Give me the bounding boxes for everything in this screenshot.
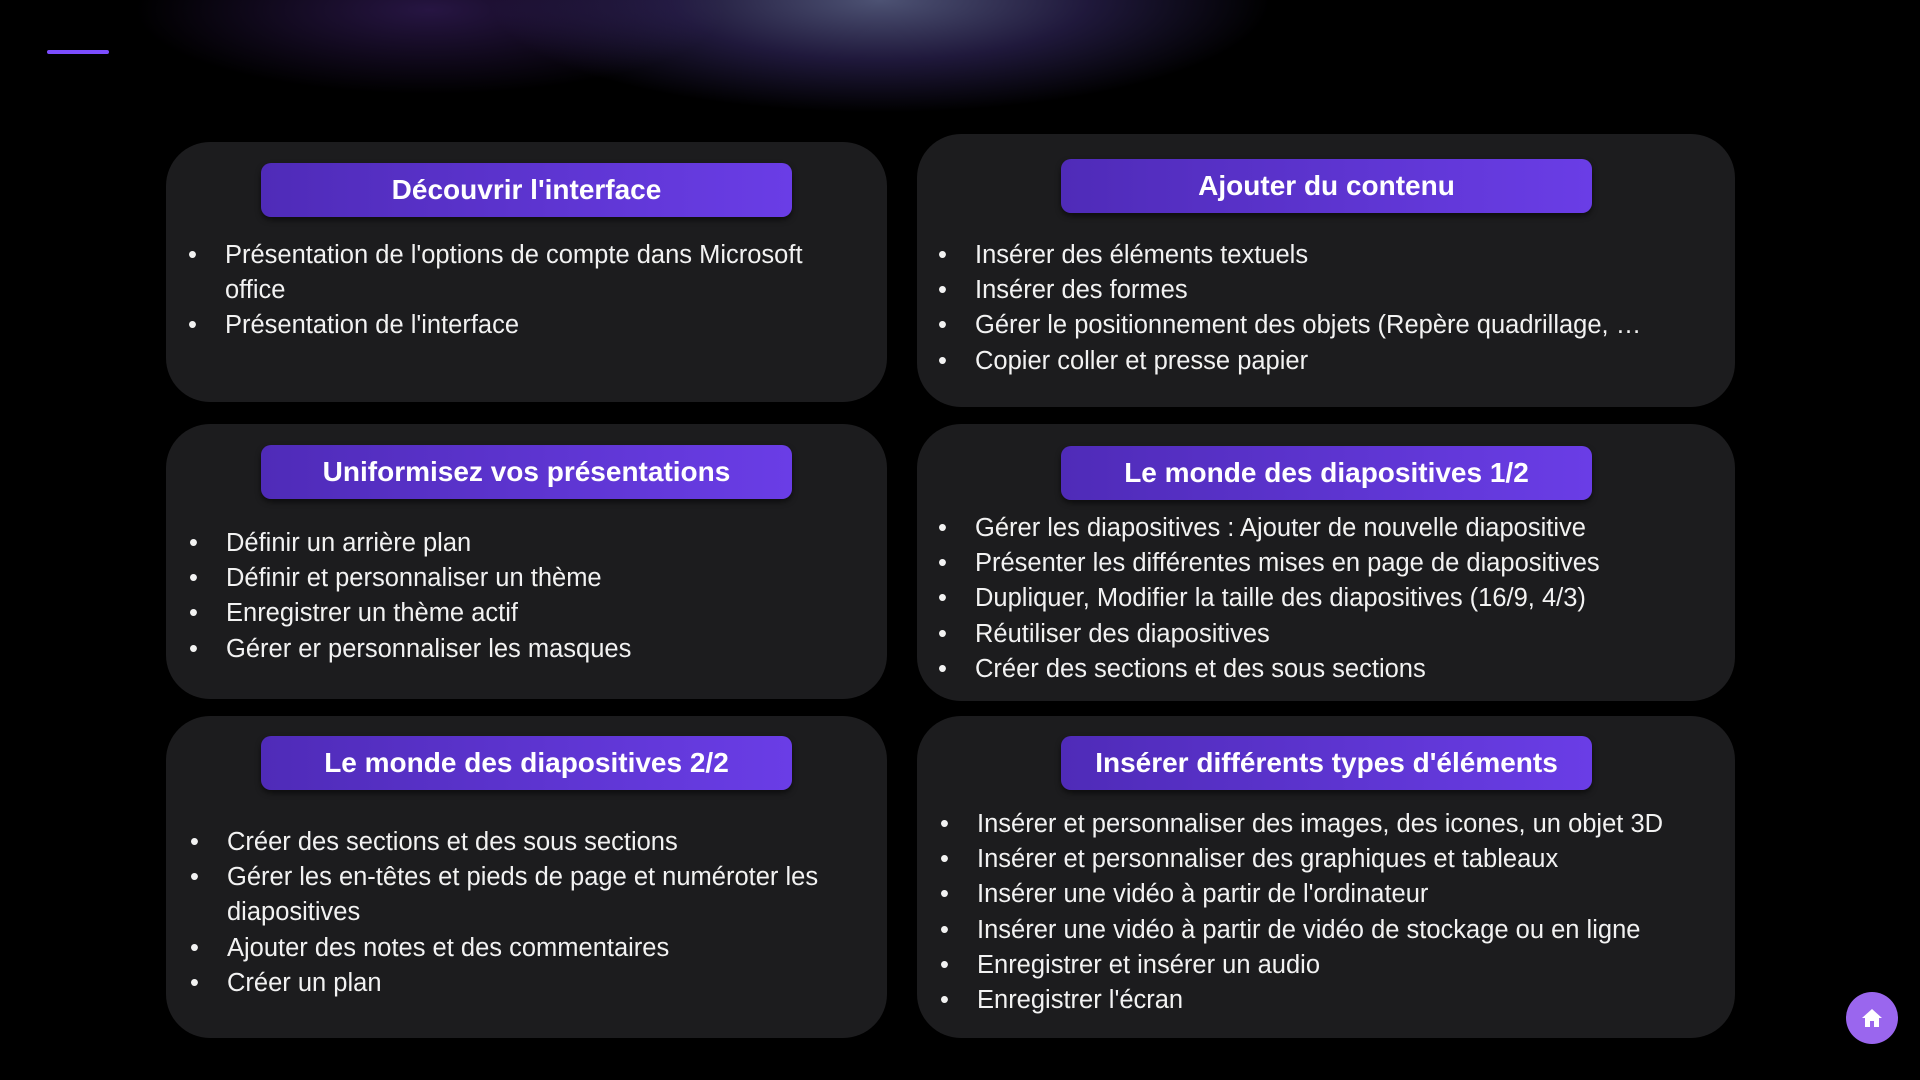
list-item: • Gérer er personnaliser les masques [189, 632, 869, 667]
list-item: • Insérer des éléments textuels [938, 238, 1728, 273]
card-bullet-list [188, 238, 868, 344]
card-title-label: Uniformisez vos présentations [322, 456, 731, 487]
list-item: • Réutiliser des diapositives [938, 617, 1728, 652]
card-monde-diapositives-2 [166, 716, 887, 1038]
card-inserer-elements [917, 716, 1735, 1038]
list-item: • Définir et personnaliser un thème [189, 561, 869, 596]
list-item: • Insérer une vidéo à partir de l'ordinateur [940, 877, 1730, 912]
card-title-label: Insérer différents types d'éléments [1095, 747, 1558, 778]
card-title [1061, 159, 1592, 213]
list-item: • Présentation de l'interface [188, 308, 868, 343]
list-item: • Présenter les différentes mises en page de diapositives [938, 546, 1728, 581]
card-title [1061, 736, 1592, 790]
list-item: • Créer des sections et des sous sections [190, 825, 870, 860]
list-item: • Insérer des formes [938, 273, 1728, 308]
card-ajouter-contenu [917, 134, 1735, 407]
list-item: • Définir un arrière plan [189, 526, 869, 561]
list-item: • Ajouter des notes et des commentaires [190, 931, 870, 966]
card-title-label: Le monde des diapositives 1/2 [1124, 457, 1529, 488]
card-bullet-list [940, 807, 1730, 1018]
card-bullet-list [938, 511, 1728, 687]
card-decouvrir-interface [166, 142, 887, 402]
card-title-label: Ajouter du contenu [1198, 170, 1455, 201]
list-item: • Copier coller et presse papier [938, 344, 1728, 379]
home-icon [1860, 1006, 1884, 1030]
card-title-label: Le monde des diapositives 2/2 [324, 747, 729, 778]
list-item: • Gérer les diapositives : Ajouter de nouvelle diapositive [938, 511, 1728, 546]
list-item: • Enregistrer et insérer un audio [940, 948, 1730, 983]
home-button[interactable] [1846, 992, 1898, 1044]
card-bullet-list [938, 238, 1728, 379]
card-monde-diapositives-1 [917, 424, 1735, 701]
list-item: • Enregistrer un thème actif [189, 596, 869, 631]
accent-line [47, 50, 109, 54]
card-title [1061, 446, 1592, 500]
list-item: • Créer un plan [190, 966, 870, 1001]
card-title-label: Découvrir l'interface [391, 174, 662, 205]
list-item: • Dupliquer, Modifier la taille des diapositives (16/9, 4/3) [938, 581, 1728, 616]
card-title [261, 736, 792, 790]
card-title [261, 445, 792, 499]
list-item: • Présentation de l'options de compte dans Microsoft office [188, 238, 868, 308]
card-uniformisez-presentations [166, 424, 887, 699]
list-item: • Gérer les en-têtes et pieds de page et numéroter les diapositives [190, 860, 870, 930]
list-item: • Insérer et personnaliser des images, des icones, un objet 3D [940, 807, 1730, 842]
card-bullet-list [190, 825, 870, 1001]
card-bullet-list [189, 526, 869, 667]
list-item: • Gérer le positionnement des objets (Repère quadrillage, … [938, 308, 1728, 343]
list-item: • Insérer et personnaliser des graphiques et tableaux [940, 842, 1730, 877]
list-item: • Insérer une vidéo à partir de vidéo de stockage ou en ligne [940, 913, 1730, 948]
list-item: • Créer des sections et des sous sections [938, 652, 1728, 687]
card-title [261, 163, 792, 217]
list-item: • Enregistrer l'écran [940, 983, 1730, 1018]
